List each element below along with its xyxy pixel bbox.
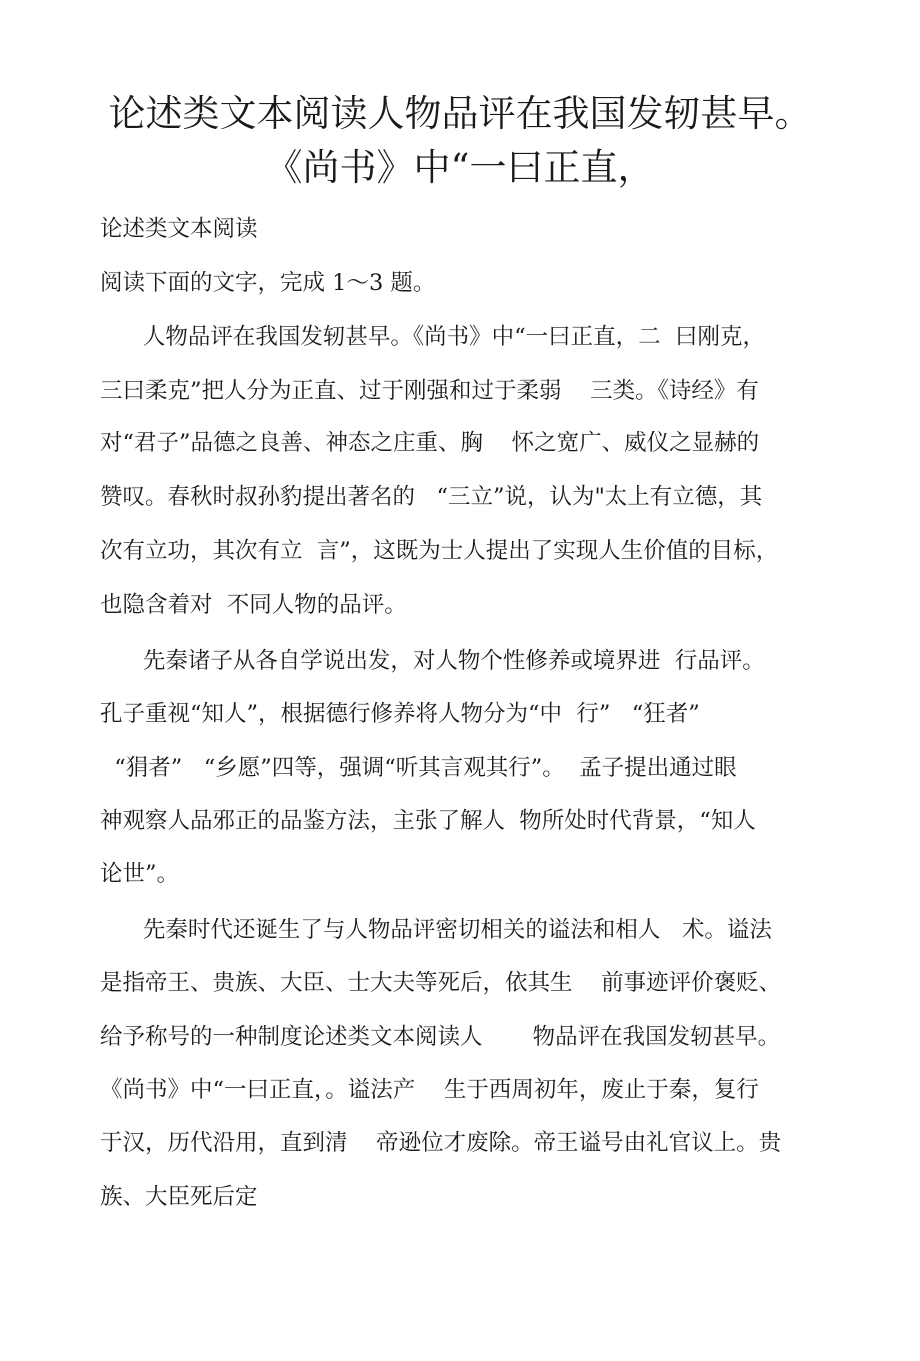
body-line: 神观察人品邪正的品鉴方法，主张了解人 物所处时代背景，“知人 <box>100 808 756 834</box>
body-line: 于汉，历代沿用，直到清 帝逊位才废除。帝王谥号由礼官议上。贵 <box>100 1130 782 1156</box>
body-line: 先秦诸子从各自学说出发，对人物个性修养或境界进 行品评。 <box>100 648 765 674</box>
body-line: 人物品评在我国发轫甚早。《尚书》中“一曰正直，二 曰刚克， <box>100 324 765 350</box>
section-label: 论述类文本阅读 <box>100 216 258 242</box>
body-line: 孔子重视“知人”，根据德行修养将人物分为“中 行” “狂者” <box>100 701 700 727</box>
body-line: 赞叹。春秋时叔孙豹提出著名的 “三立”说，认为"太上有立德，其 <box>100 484 763 510</box>
body-line: 也隐含着对 不同人物的品评。 <box>100 592 407 618</box>
document-title-line-1: 论述类文本阅读人物品评在我国发轫甚早。 <box>108 92 812 135</box>
body-line: 论世”。 <box>100 861 180 887</box>
body-line: 《尚书》中“一曰正直，。谥法产 生于西周初年，废止于秦，复行 <box>100 1077 759 1103</box>
body-line: 次有立功，其次有立 言”，这既为士人提出了实现人生价值的目标， <box>100 538 779 564</box>
body-line: 族、大臣死后定 <box>100 1184 258 1210</box>
body-line: 是指帝王、贵族、大臣、士大夫等死后，依其生 前事迹评价褒贬、 <box>100 970 782 996</box>
document-title-line-2: 《尚书》中“一曰正直， <box>265 146 655 189</box>
body-line: 给予称号的一种制度论述类文本阅读人 物品评在我国发轫甚早。 <box>100 1024 781 1050</box>
body-line: 对“君子”品德之良善、神态之庄重、胸 怀之宽广、威仪之显赫的 <box>100 430 760 456</box>
body-line: “狷者” “乡愿”四等，强调“听其言观其行”。 孟子提出通过眼 <box>100 755 737 781</box>
body-line: 先秦时代还诞生了与人物品评密切相关的谥法和相人 术。谥法 <box>100 917 772 943</box>
body-line: 三曰柔克”把人分为正直、过于刚强和过于柔弱 三类。《诗经》有 <box>100 378 759 404</box>
instruction-text: 阅读下面的文字，完成 1～3 题。 <box>100 270 436 296</box>
